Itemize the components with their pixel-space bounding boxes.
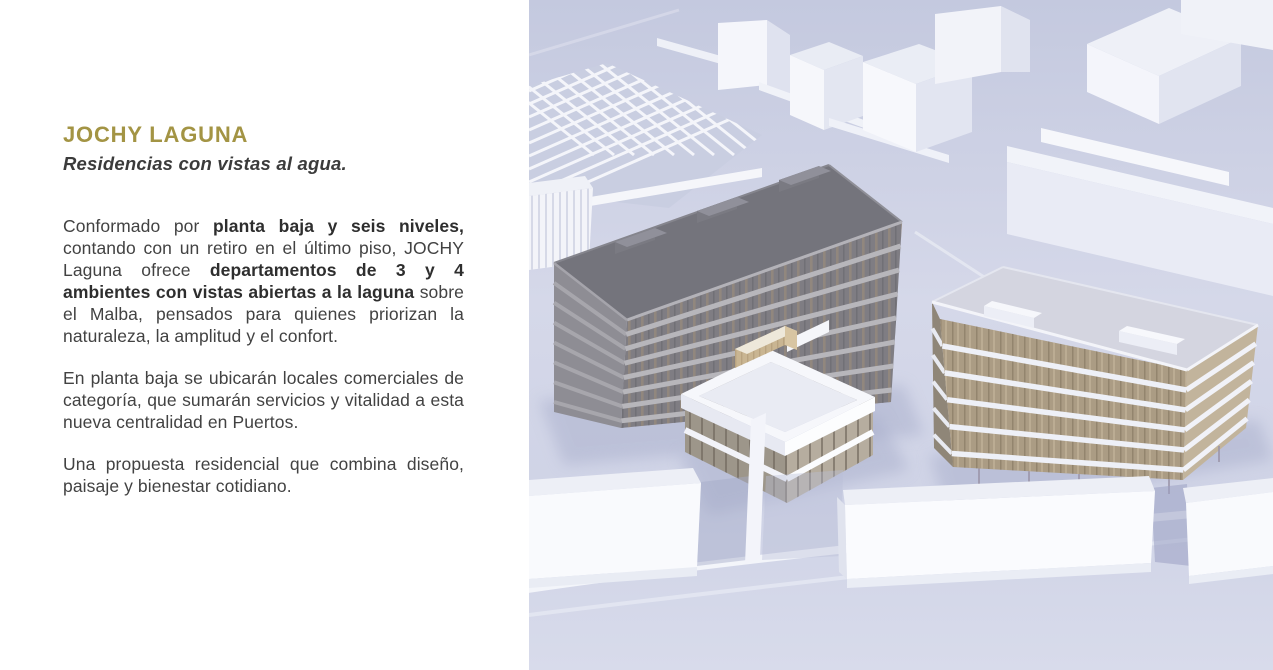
paragraph: Una propuesta residencial que combina diseño, paisaje y bienestar cotidiano. (63, 454, 464, 496)
project-subtitle: Residencias con vistas al agua. (63, 153, 347, 174)
paragraph: Conformado por planta baja y seis niveles, contando con un retiro en el último piso, JOCHY Laguna ofrece departamentos de 3 y 4 ambientes con vistas abiertas a la laguna sobre el Malba, pensados para quienes priorizan la naturaleza, la amplitud y el confort. (63, 216, 464, 346)
lowrise-bar-center (837, 476, 1155, 588)
text-panel (0, 0, 529, 670)
description-paragraphs (63, 215, 464, 497)
paragraph: En planta baja se ubicarán locales comerciales de categoría, que sumarán servicios y vitalidad a esta nueva centralidad en Puertos. (63, 368, 464, 432)
render-panel (529, 0, 1273, 670)
architectural-render-image (529, 0, 1273, 670)
page-title: JOCHY LAGUNA (63, 122, 249, 147)
lowrise-bar-left (529, 468, 701, 588)
text-block (63, 123, 464, 497)
lowrise-bar-right (1183, 478, 1273, 584)
